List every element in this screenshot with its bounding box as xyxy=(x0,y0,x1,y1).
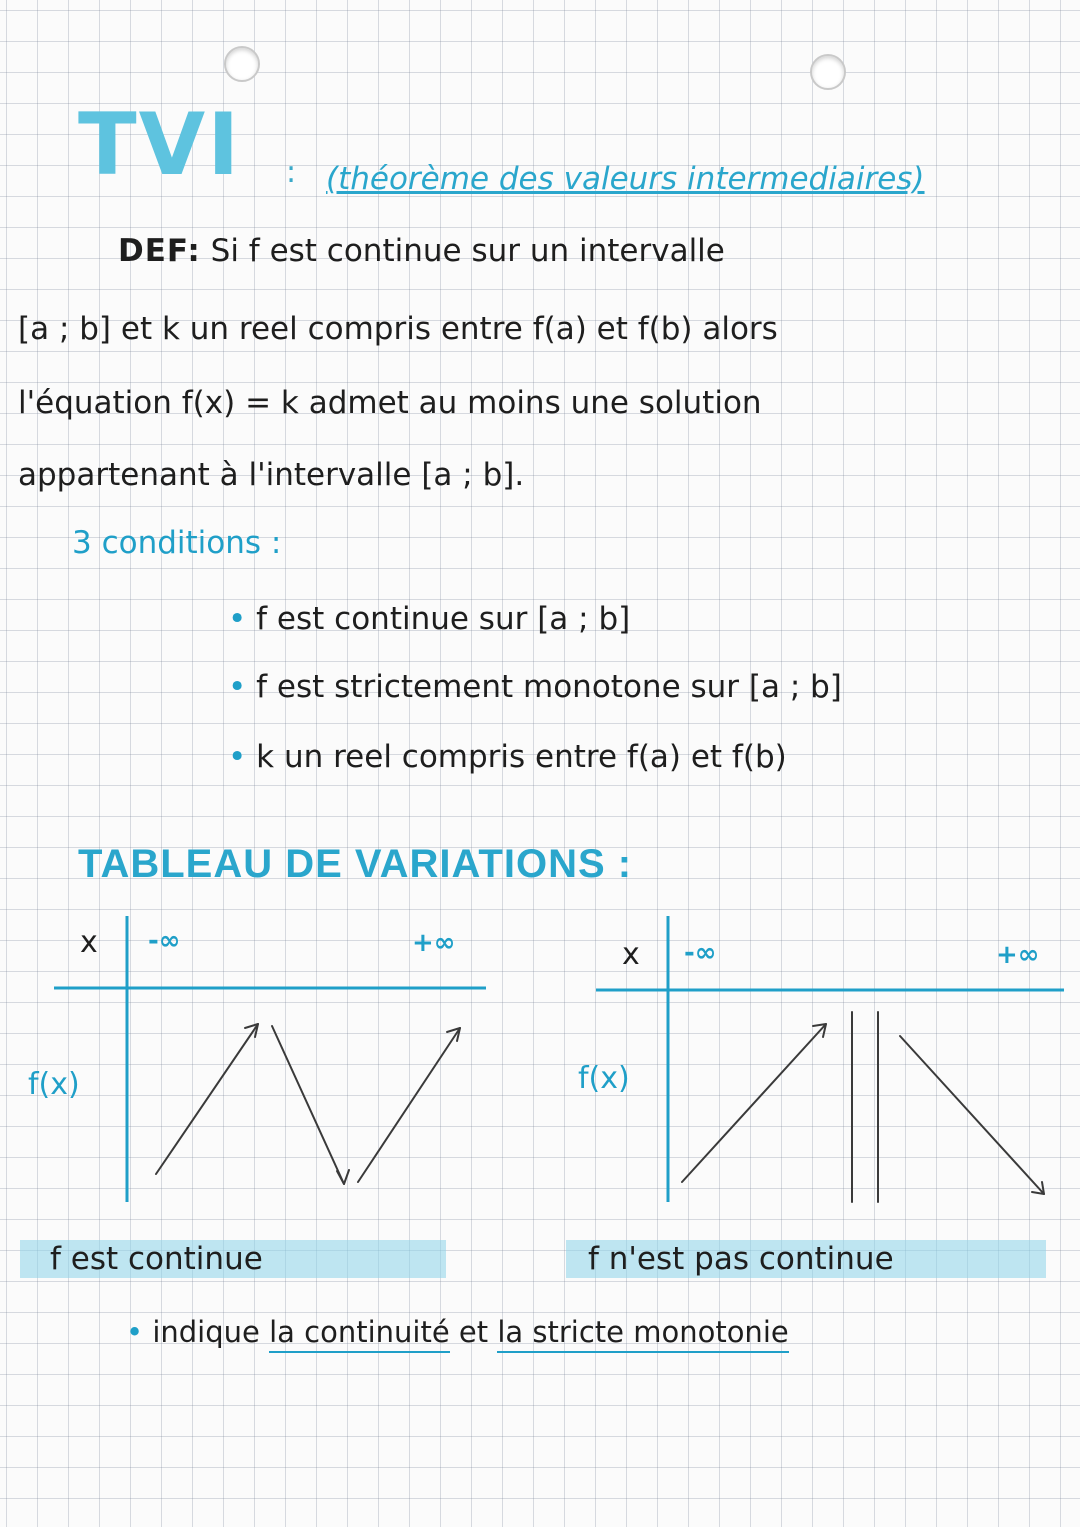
page-title: TVI xyxy=(78,95,242,195)
note-line xyxy=(126,1315,789,1349)
bullet-icon: • xyxy=(228,739,247,775)
condition-text-2: f est strictement monotone sur [a ; b] xyxy=(256,669,842,705)
arrow-up xyxy=(682,1024,826,1182)
table-right-plus-inf: +∞ xyxy=(996,940,1040,970)
binder-hole-left xyxy=(224,46,260,82)
bullet-icon: • xyxy=(126,1315,144,1349)
condition-item-2 xyxy=(228,669,842,705)
bullet-icon: • xyxy=(228,601,247,637)
caption-right: f n'est pas continue xyxy=(588,1241,894,1277)
table-right-minus-inf: -∞ xyxy=(684,938,717,968)
caption-left: f est continue xyxy=(50,1241,263,1277)
title-colon: : xyxy=(286,155,297,190)
arrow-up-2 xyxy=(358,1028,460,1182)
arrow-down-1 xyxy=(272,1026,344,1184)
table-left-minus-inf: -∞ xyxy=(148,926,181,956)
condition-item-1 xyxy=(228,601,631,637)
table-right-var-label: x xyxy=(622,937,640,972)
variations-title: TABLEAU DE VARIATIONS : xyxy=(78,842,633,886)
binder-hole-right xyxy=(810,54,846,90)
table-left-func-label: f(x) xyxy=(28,1067,80,1102)
definition-line-1 xyxy=(118,233,725,269)
table-left-plus-inf: +∞ xyxy=(412,928,456,958)
condition-item-3 xyxy=(228,739,787,775)
bullet-icon: • xyxy=(228,669,247,705)
note-text-1: indique xyxy=(152,1315,270,1349)
note-underlined-1: la continuité xyxy=(269,1315,450,1353)
arrow-down xyxy=(900,1036,1044,1194)
note-underlined-2: la stricte monotonie xyxy=(497,1315,788,1353)
conditions-title: 3 conditions : xyxy=(72,525,282,561)
table-left-var-label: x xyxy=(80,925,98,960)
note-text-2: et xyxy=(449,1315,498,1349)
table-right-func-label: f(x) xyxy=(578,1061,630,1096)
definition-line-3: l'équation f(x) = k admet au moins une solution xyxy=(18,385,762,421)
page-subtitle: (théorème des valeurs intermediaires) xyxy=(326,161,925,197)
definition-text-1: Si f est continue sur un intervalle xyxy=(210,233,725,269)
definition-label: DEF: xyxy=(118,233,201,269)
definition-line-2: [a ; b] et k un reel compris entre f(a) et f(b) alors xyxy=(18,311,778,347)
condition-text-1: f est continue sur [a ; b] xyxy=(256,601,631,637)
condition-text-3: k un reel compris entre f(a) et f(b) xyxy=(256,739,787,775)
arrow-up-1 xyxy=(156,1024,258,1174)
definition-line-4: appartenant à l'intervalle [a ; b]. xyxy=(18,457,525,493)
